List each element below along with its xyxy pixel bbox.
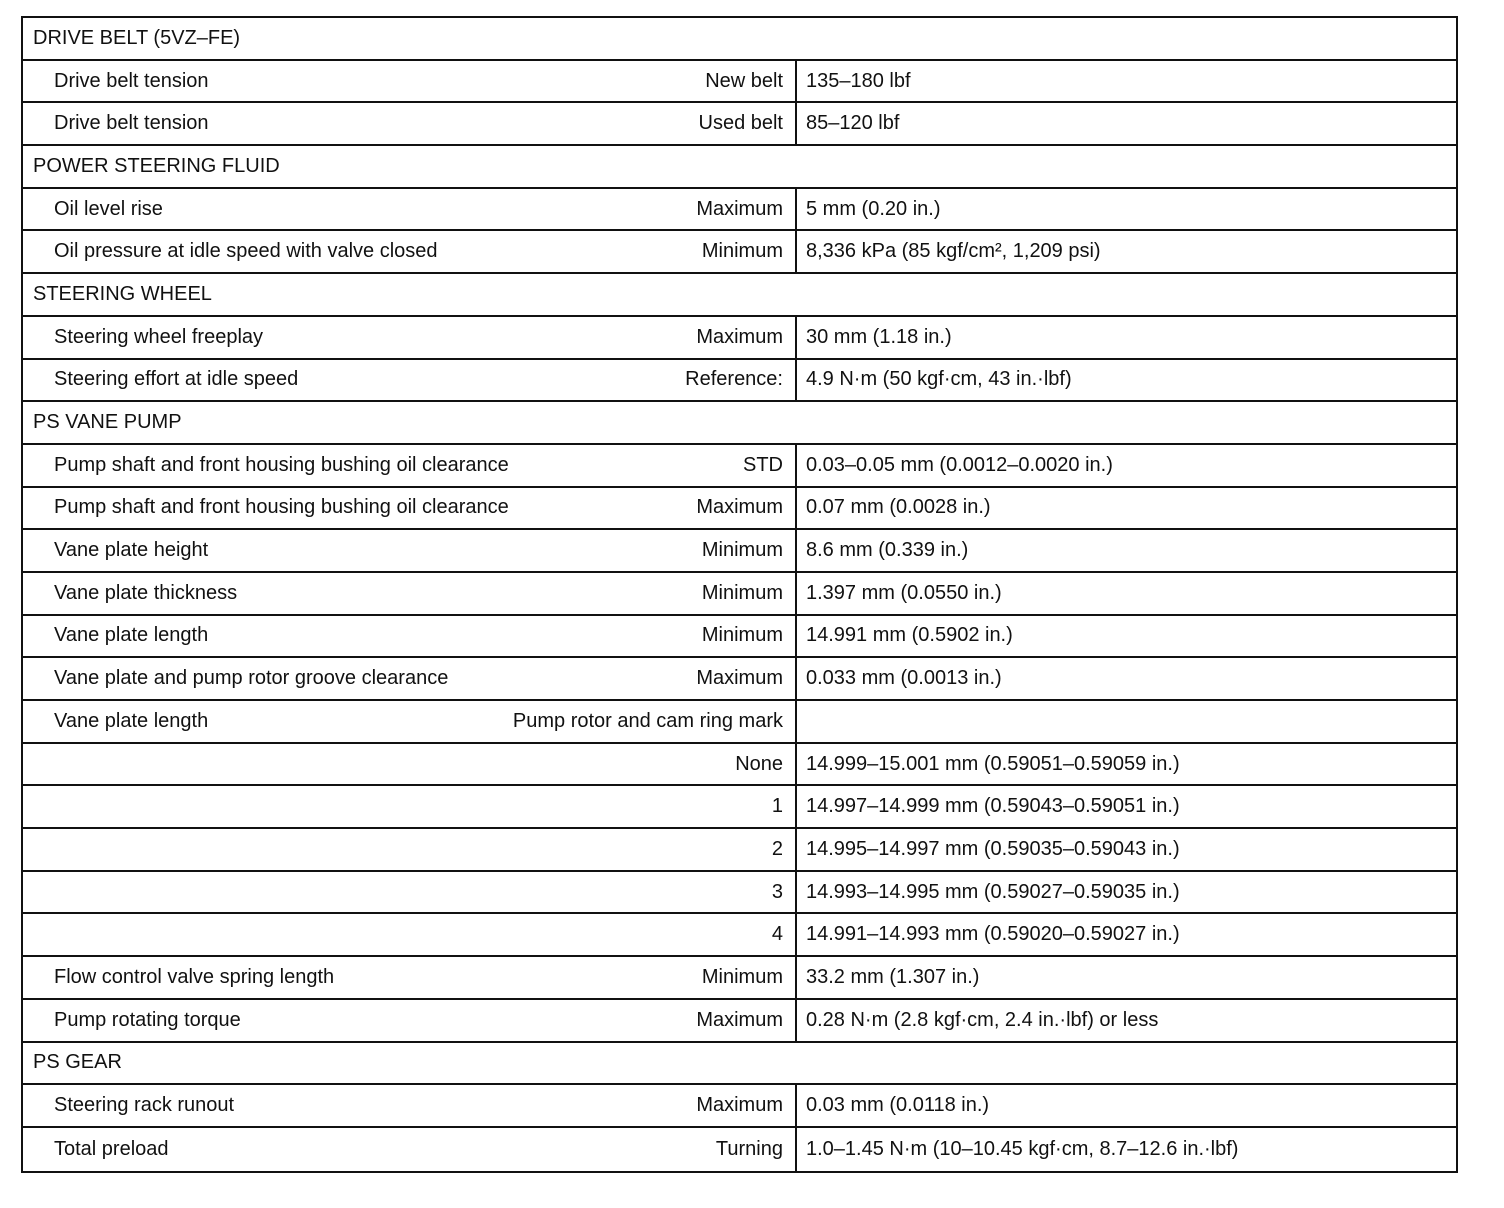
value-cell: 5 mm (0.20 in.) (806, 197, 941, 220)
item-label: Drive belt tension (54, 69, 209, 92)
item-label: Steering rack runout (54, 1094, 235, 1117)
item-cell (23, 231, 797, 272)
section-header (23, 146, 1456, 189)
item-label: Oil pressure at idle speed with valve closed (54, 240, 438, 263)
condition-label: Maximum (696, 325, 783, 348)
table-row (23, 829, 1456, 872)
item-label: Vane plate height (54, 539, 209, 562)
condition-label: 3 (771, 880, 783, 903)
spec-table (21, 16, 1458, 1173)
item-cell (23, 360, 797, 401)
table-row (23, 1085, 1456, 1128)
condition-label: Pump rotor and cam ring mark (512, 709, 783, 732)
condition-label: STD (743, 453, 783, 476)
item-cell (23, 914, 797, 955)
item-label: Steering effort at idle speed (54, 368, 299, 391)
value-cell: 85–120 lbf (806, 112, 900, 135)
section-header (23, 274, 1456, 317)
table-row (23, 786, 1456, 829)
value-cell: 14.991 mm (0.5902 in.) (806, 624, 1013, 647)
value-cell: 8.6 mm (0.339 in.) (806, 539, 969, 562)
condition-label: Minimum (701, 539, 783, 562)
condition-label: 1 (771, 795, 783, 818)
condition-label: Used belt (698, 112, 783, 135)
value-cell: 135–180 lbf (806, 69, 911, 92)
item-cell (23, 786, 797, 827)
item-cell (23, 957, 797, 998)
item-label: Pump shaft and front housing bushing oil clearance (54, 496, 509, 519)
item-cell (23, 317, 797, 358)
item-label: Drive belt tension (54, 112, 209, 135)
condition-label: 4 (771, 923, 783, 946)
value-cell: 14.995–14.997 mm (0.59035–0.59043 in.) (806, 837, 1180, 860)
section-header (23, 18, 1456, 61)
section-title: PS GEAR (33, 1051, 122, 1074)
value-cell: 4.9 N·m (50 kgf·cm, 43 in.·lbf) (806, 368, 1072, 391)
table-row (23, 1128, 1456, 1171)
table-row (23, 872, 1456, 915)
value-cell: 0.28 N·m (2.8 kgf·cm, 2.4 in.·lbf) or less (806, 1008, 1159, 1031)
table-row (23, 957, 1456, 1000)
item-cell (23, 1085, 797, 1126)
item-label: Vane plate and pump rotor groove clearance (54, 667, 449, 690)
condition-label: Minimum (701, 965, 783, 988)
table-row (23, 103, 1456, 146)
value-cell: 30 mm (1.18 in.) (806, 325, 952, 348)
condition-label: Minimum (701, 240, 783, 263)
item-cell (23, 61, 797, 102)
condition-label: Maximum (696, 1008, 783, 1031)
table-row (23, 360, 1456, 403)
condition-label: New belt (705, 69, 783, 92)
table-row (23, 231, 1456, 274)
table-row (23, 1000, 1456, 1043)
item-cell (23, 488, 797, 529)
value-cell: 0.03 mm (0.0118 in.) (806, 1094, 990, 1117)
section-title: DRIVE BELT (5VZ–FE) (33, 26, 241, 49)
value-cell: 1.397 mm (0.0550 in.) (806, 581, 1002, 604)
section-header (23, 402, 1456, 445)
value-cell: 14.993–14.995 mm (0.59027–0.59035 in.) (806, 880, 1180, 903)
condition-label: Minimum (701, 581, 783, 604)
value-cell: 33.2 mm (1.307 in.) (806, 965, 980, 988)
table-row (23, 445, 1456, 488)
condition-label: Reference: (685, 368, 783, 391)
value-cell: 14.997–14.999 mm (0.59043–0.59051 in.) (806, 795, 1180, 818)
table-row (23, 488, 1456, 531)
section-title: POWER STEERING FLUID (33, 154, 280, 177)
value-cell: 0.03–0.05 mm (0.0012–0.0020 in.) (806, 453, 1113, 476)
item-label: Steering wheel freeplay (54, 325, 264, 348)
table-row (23, 573, 1456, 616)
condition-label: Maximum (696, 496, 783, 519)
table-row (23, 530, 1456, 573)
condition-label: Maximum (696, 667, 783, 690)
item-cell (23, 701, 797, 742)
item-cell (23, 530, 797, 571)
item-label: Pump shaft and front housing bushing oil clearance (54, 453, 509, 476)
item-cell (23, 616, 797, 657)
value-cell: 8,336 kPa (85 kgf/cm², 1,209 psi) (806, 240, 1101, 263)
condition-label: None (735, 752, 783, 775)
item-cell (23, 573, 797, 614)
item-cell (23, 872, 797, 913)
value-cell (797, 701, 1456, 742)
item-cell (23, 1000, 797, 1041)
item-cell (23, 829, 797, 870)
item-cell (23, 445, 797, 486)
value-cell: 0.033 mm (0.0013 in.) (806, 667, 1002, 690)
table-row (23, 658, 1456, 701)
condition-label: Turning (715, 1137, 783, 1160)
table-row (23, 317, 1456, 360)
table-row (23, 701, 1456, 744)
value-cell: 0.07 mm (0.0028 in.) (806, 496, 991, 519)
item-cell (23, 744, 797, 785)
item-label: Vane plate thickness (54, 581, 238, 604)
item-label: Vane plate length (54, 709, 209, 732)
value-cell: 14.999–15.001 mm (0.59051–0.59059 in.) (806, 752, 1180, 775)
item-cell (23, 189, 797, 230)
item-label: Oil level rise (54, 197, 163, 220)
table-row (23, 914, 1456, 957)
table-row (23, 61, 1456, 104)
table-row (23, 189, 1456, 232)
condition-label: Minimum (701, 624, 783, 647)
section-header (23, 1043, 1456, 1086)
condition-label: 2 (771, 837, 783, 860)
table-row (23, 744, 1456, 787)
item-label: Flow control valve spring length (54, 965, 335, 988)
section-title: STEERING WHEEL (33, 282, 212, 305)
item-label: Total preload (54, 1137, 169, 1160)
item-cell (23, 1128, 797, 1171)
item-label: Vane plate length (54, 624, 209, 647)
item-cell (23, 658, 797, 699)
section-title: PS VANE PUMP (33, 411, 182, 434)
value-cell: 1.0–1.45 N·m (10–10.45 kgf·cm, 8.7–12.6 in.·lbf) (806, 1137, 1239, 1160)
condition-label: Maximum (696, 197, 783, 220)
value-cell: 14.991–14.993 mm (0.59020–0.59027 in.) (806, 923, 1180, 946)
item-cell (23, 103, 797, 144)
condition-label: Maximum (696, 1094, 783, 1117)
table-row (23, 616, 1456, 659)
item-label: Pump rotating torque (54, 1008, 241, 1031)
